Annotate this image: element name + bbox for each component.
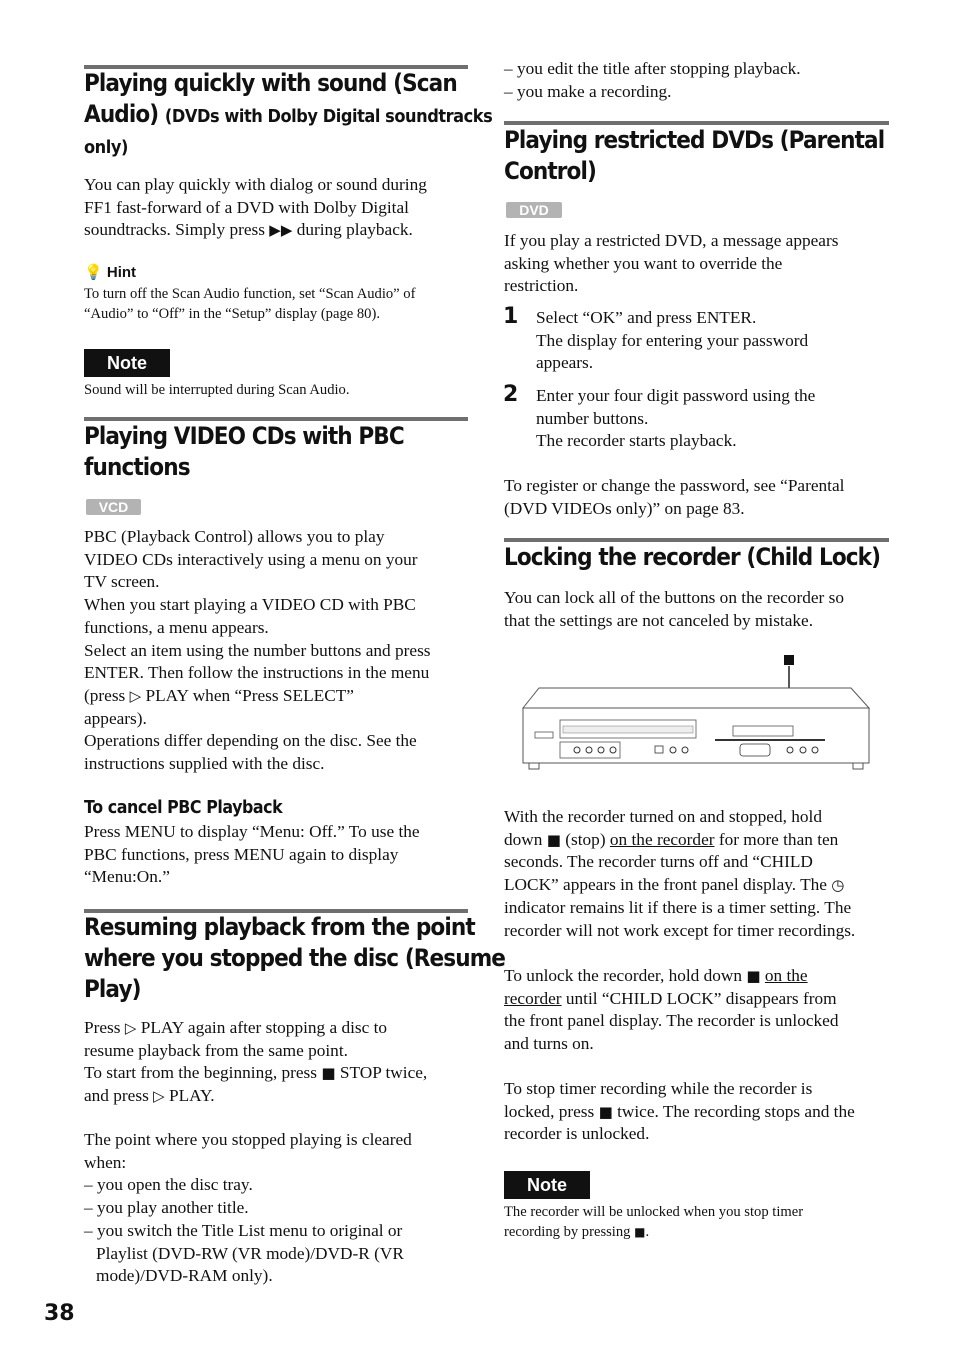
dvd-badge: DVD bbox=[506, 202, 562, 218]
resume-cleared: The point where you stopped playing is cleared when: – you open the disc tray. – you play another title. – you switch the Title List menu to original or Playlist (DVD-RW (VR mode)/DVD-R (VR mode)/DVD-RAM only). bbox=[84, 1130, 412, 1286]
vcd-badge: VCD bbox=[86, 499, 141, 515]
note-label: Note bbox=[84, 349, 170, 377]
scan-audio-body: You can play quickly with dialog or sound during FF1 fast-forward of a DVD with Dolby Digital soundtracks. Simply press ▶▶ during playback. bbox=[84, 175, 427, 240]
step-text: Enter your four digit password using the number buttons. The recorder starts playback. bbox=[536, 386, 816, 451]
stop-icon: ■ bbox=[634, 1225, 646, 1239]
clock-icon: ◷ bbox=[831, 876, 845, 895]
child-lock-p3: To stop timer recording while the recorder is locked, press ■ twice. The recording stops and the recorder is unlocked. bbox=[504, 1079, 855, 1144]
child-lock-p1: With the recorder turned on and stopped, hold down ■ (stop) on the recorder for more than ten seconds. The recorder turns off and “CHILD LOCK” appears in the front panel display. The ◷ indicator remains lit if there is a timer setting. The recorder will not work except for timer recordings. bbox=[504, 807, 856, 940]
stop-icon bbox=[784, 655, 794, 665]
parental-outro: To register or change the password, see “Parental (DVD VIDEOs only)” on page 83. bbox=[504, 476, 845, 518]
parental-intro: If you play a restricted DVD, a message appears asking whether you want to override the restriction. bbox=[504, 231, 839, 296]
play-icon: ▷ bbox=[124, 1019, 137, 1037]
recorder-illustration bbox=[515, 650, 877, 775]
child-lock-p2: To unlock the recorder, hold down ■ on the recorder until “CHILD LOCK” disappears from the front panel display. The recorder is unlocked and turns on. bbox=[504, 966, 839, 1054]
stop-icon: ■ bbox=[598, 1102, 613, 1121]
fast-forward-icon: ▶▶ bbox=[269, 221, 293, 240]
cancel-pbc-body: Press MENU to display “Menu: Off.” To use the PBC functions, press MENU again to display “Menu:On.” bbox=[84, 822, 420, 887]
resume-body: Press ▷ PLAY again after stopping a disc to resume playback from the same point. To start from the beginning, press ■ STOP twice, and press ▷ PLAY. bbox=[84, 1018, 428, 1106]
play-icon: ▷ bbox=[129, 686, 142, 705]
step-text: Select “OK” and press ENTER. The display for entering your password appears. bbox=[536, 308, 809, 373]
cancel-pbc-heading: To cancel PBC Playback bbox=[84, 797, 283, 818]
play-icon: ▷ bbox=[153, 1087, 165, 1106]
stop-icon: ■ bbox=[321, 1064, 336, 1083]
note-label: Note bbox=[504, 1171, 590, 1199]
hint-text: To turn off the Scan Audio function, set “Scan Audio” of “Audio” to “Off” in the “Setup” display (page 80). bbox=[84, 286, 416, 322]
resume-cleared-cont: – you edit the title after stopping playback. – you make a recording. bbox=[504, 59, 801, 101]
hint-heading: 💡 Hint bbox=[84, 264, 137, 281]
stop-icon: ■ bbox=[746, 967, 761, 985]
pbc-title: Playing VIDEO CDs with PBC functions bbox=[84, 422, 404, 481]
page-number: 38 bbox=[44, 1301, 75, 1326]
step-number: 2 bbox=[503, 382, 519, 407]
resume-title: Resuming playback from the point where you stopped the disc (Resume Play) bbox=[84, 913, 506, 1003]
lightbulb-icon: 💡 bbox=[84, 264, 103, 281]
stop-icon: ■ bbox=[546, 830, 561, 849]
step-number: 1 bbox=[503, 304, 519, 329]
note-text: The recorder will be unlocked when you stop timer recording by pressing ■. bbox=[504, 1204, 804, 1240]
parental-title: Playing restricted DVDs (Parental Control) bbox=[504, 126, 885, 185]
scan-audio-title: Playing quickly with sound (Scan Audio) (DVDs with Dolby Digital soundtracks only) bbox=[84, 69, 493, 158]
child-lock-intro: You can lock all of the buttons on the recorder so that the settings are not canceled by mistake. bbox=[504, 588, 844, 630]
note-text: Sound will be interrupted during Scan Audio. bbox=[84, 382, 350, 398]
child-lock-title: Locking the recorder (Child Lock) bbox=[504, 543, 881, 571]
pbc-body: PBC (Playback Control) allows you to play VIDEO CDs interactively using a menu on your TV screen. When you start playing a VIDEO CD with PBC functions, a menu appears. Select an item using the number buttons and press ENTER. Then follow the instructions in the menu (press ▷ PLAY when “Press SELECT” appears). Operations differ depending on the disc. See the instructions supplied with the disc. bbox=[84, 527, 431, 774]
